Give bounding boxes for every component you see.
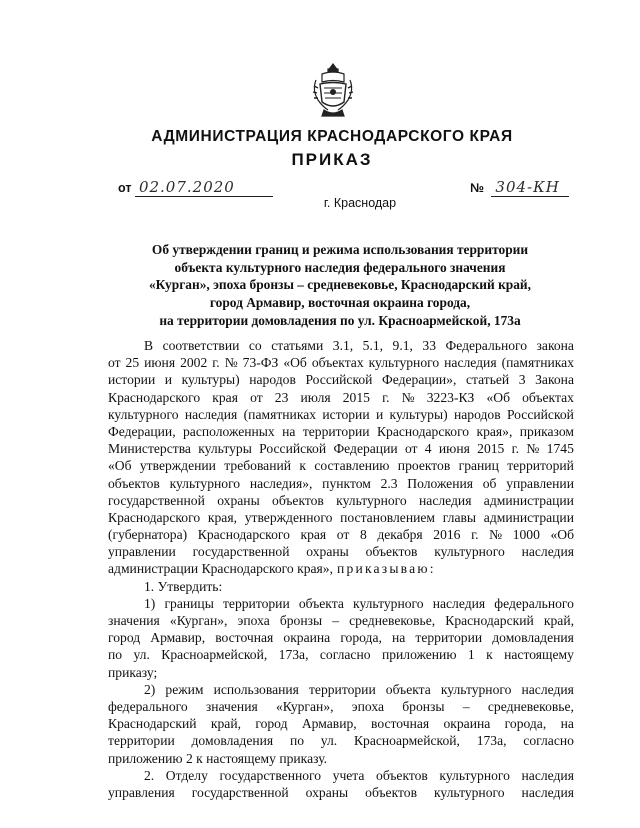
word: наследия xyxy=(521,767,574,783)
word: культурного xyxy=(353,595,424,611)
word: домовладения xyxy=(492,630,574,646)
title-line: «Курган», эпоха бронзы – средневековье, Краснодарский край, xyxy=(148,277,531,293)
word: – xyxy=(332,613,340,628)
text-line xyxy=(108,578,574,595)
word: Положения xyxy=(407,475,474,491)
text-line xyxy=(108,509,574,526)
word: управления xyxy=(108,784,175,800)
word: наследия», xyxy=(249,475,313,491)
word: края xyxy=(300,527,327,543)
word: культурного xyxy=(440,681,512,697)
word: 33 xyxy=(422,338,436,353)
word: наследия xyxy=(521,544,574,560)
word: 1) xyxy=(144,595,156,611)
word: культурного xyxy=(434,544,505,560)
text-line xyxy=(108,681,574,698)
word: согласно xyxy=(523,733,574,749)
word: значения xyxy=(205,698,258,714)
word: объектов xyxy=(365,544,418,560)
line-text: администрации Краснодарского края», xyxy=(108,561,333,577)
word: ул. xyxy=(320,733,338,749)
word: приказом xyxy=(519,423,574,439)
word: территории xyxy=(302,423,370,439)
word: использования xyxy=(213,681,299,697)
word: 2016 xyxy=(433,527,461,543)
word: объекта xyxy=(385,681,431,697)
word: Краснодарский xyxy=(108,716,197,732)
text-line xyxy=(108,389,574,406)
word: государственной xyxy=(192,544,290,560)
word: от xyxy=(404,441,418,457)
word: культурного xyxy=(434,784,505,800)
word: Краснодарского xyxy=(376,423,470,439)
word: (памятниках xyxy=(243,406,317,422)
text-line xyxy=(108,423,574,440)
date-line xyxy=(118,178,273,197)
text-line xyxy=(108,457,574,474)
word: Закона xyxy=(535,372,574,388)
word: объектов xyxy=(376,767,428,783)
word: от xyxy=(108,355,121,371)
text-line xyxy=(108,526,574,543)
word: июня xyxy=(144,355,176,371)
number-prefix: № xyxy=(470,181,484,195)
number-value: 304-КН xyxy=(491,178,569,197)
word: наследия xyxy=(184,406,238,422)
text-line xyxy=(108,715,574,732)
word: 25 xyxy=(125,355,140,371)
word: Краснодарского xyxy=(197,527,290,543)
word: 173а, xyxy=(476,733,507,749)
text-line xyxy=(108,371,574,388)
number-line xyxy=(470,178,569,197)
paragraph xyxy=(108,767,574,801)
word: край, xyxy=(543,613,574,628)
title-line: Об утверждении границ и режима использования территории xyxy=(151,242,529,257)
text-line xyxy=(108,698,574,715)
word: город xyxy=(255,716,288,732)
text-line xyxy=(108,475,574,492)
word: Красноармейской, xyxy=(353,733,460,749)
word: согласно xyxy=(319,647,371,663)
text-line xyxy=(108,337,574,354)
word: закона xyxy=(536,338,574,353)
word: города, xyxy=(340,630,382,646)
word: № xyxy=(401,389,415,405)
word: на xyxy=(282,423,296,439)
word: домовладения xyxy=(191,733,274,749)
word: культуры xyxy=(198,441,252,457)
word: 173а, xyxy=(278,647,309,663)
word: управлении xyxy=(108,544,176,560)
word: режим xyxy=(165,681,204,697)
word: главы xyxy=(442,509,477,525)
word: средневековье, xyxy=(349,613,436,628)
word: культуры) xyxy=(181,372,240,388)
text-line xyxy=(108,354,574,371)
word: охраны xyxy=(217,492,260,508)
word: 73-ФЗ xyxy=(242,355,279,371)
word: приложению xyxy=(381,647,457,663)
word: соответствии xyxy=(162,338,240,353)
word: города, xyxy=(504,716,547,732)
word: Российской xyxy=(305,372,373,388)
word: 2002 xyxy=(180,355,208,371)
word: 23 xyxy=(274,389,289,405)
word: охраны xyxy=(305,784,349,800)
word: В xyxy=(144,338,154,353)
word: значения xyxy=(108,613,160,628)
word: об xyxy=(482,475,497,491)
word: эпоха xyxy=(237,613,270,628)
text-line xyxy=(108,543,574,560)
word: «Об xyxy=(108,458,132,474)
word: Отделу xyxy=(165,767,208,783)
word: «Об xyxy=(486,389,510,405)
paragraph xyxy=(108,578,574,595)
word: наследия xyxy=(419,492,472,508)
word: объектов xyxy=(272,492,324,508)
word: 5.1, xyxy=(362,338,384,353)
paragraph xyxy=(108,337,574,578)
word: 2015 xyxy=(477,441,505,457)
word: Краснодарский xyxy=(445,613,534,628)
word: (памятниках xyxy=(501,355,574,371)
word: 4 xyxy=(424,441,432,457)
word: территории xyxy=(108,733,175,749)
word: (губернатора) xyxy=(108,527,188,543)
word: объектах xyxy=(522,389,574,405)
word: утверждении xyxy=(139,458,216,474)
word: окраина xyxy=(443,716,491,732)
word: 1745 xyxy=(546,441,574,457)
word: 8 xyxy=(359,527,367,543)
word: 3 xyxy=(518,372,526,388)
word: пунктом xyxy=(322,475,371,491)
word: охраны xyxy=(306,544,349,560)
word: Федерального xyxy=(445,338,528,353)
paragraph xyxy=(108,681,574,767)
word: расположенных xyxy=(183,423,275,439)
word: статьей xyxy=(465,372,510,388)
word: бронзы xyxy=(402,698,445,714)
word: администрации xyxy=(483,509,574,525)
word: – xyxy=(462,698,470,714)
word: культурного xyxy=(368,355,440,371)
word: федерального xyxy=(494,595,574,611)
word: культуры) xyxy=(389,406,448,422)
order-word: приказываю: xyxy=(337,561,436,577)
date-value: 02.07.2020 xyxy=(135,178,273,197)
word: наследия xyxy=(521,681,574,697)
word: народов xyxy=(453,406,501,422)
word: территории xyxy=(415,630,483,646)
title-line: на территории домовладения по ул. Красноармейской, 173а xyxy=(159,312,521,328)
word: июля xyxy=(300,389,331,405)
word: настоящему xyxy=(504,647,574,663)
text-line xyxy=(108,595,574,612)
word: Министерства xyxy=(108,441,191,457)
word: Федерации, xyxy=(108,423,176,439)
paragraph xyxy=(108,595,574,681)
word: государственной xyxy=(191,784,289,800)
word: к xyxy=(299,458,306,474)
word: администрации xyxy=(483,492,574,508)
word: г. xyxy=(471,527,479,543)
word: Российской xyxy=(506,406,574,422)
word: средневековье, xyxy=(487,698,574,714)
word: объекта xyxy=(298,595,344,611)
word: Российской xyxy=(259,441,327,457)
word: № xyxy=(224,355,238,371)
word: федерального xyxy=(108,698,188,714)
word: Армавир, xyxy=(150,630,206,646)
text-line xyxy=(108,750,574,767)
word: культурного xyxy=(108,406,179,422)
line-text: 1. Утвердить: xyxy=(144,578,223,594)
text-line xyxy=(108,767,574,784)
document-title xyxy=(110,241,570,330)
word: истории xyxy=(108,372,156,388)
word: утвержденного xyxy=(244,509,333,525)
text-line xyxy=(108,492,574,509)
document-body xyxy=(108,337,574,801)
word: г. xyxy=(511,441,520,457)
text-line xyxy=(108,560,574,577)
word: г. xyxy=(382,389,390,405)
title-line: объекта культурного наследия федерального значения xyxy=(174,259,506,275)
text-line xyxy=(108,732,574,749)
text-line xyxy=(108,664,574,681)
word: Красноармейской, xyxy=(161,647,268,663)
word: и xyxy=(164,372,173,388)
text-line xyxy=(108,440,574,457)
organization-title: АДМИНИСТРАЦИЯ КРАСНОДАРСКОГО КРАЯ xyxy=(151,128,513,145)
word: требований xyxy=(224,458,292,474)
word: 1000 xyxy=(512,527,540,543)
word: 2) xyxy=(144,681,156,697)
word: «Курган», xyxy=(169,613,228,628)
word: 3223-КЗ xyxy=(426,389,475,405)
word: Федерации», xyxy=(381,372,457,388)
word: г. xyxy=(212,355,220,371)
word: управлении xyxy=(506,475,574,491)
text-line xyxy=(108,406,574,423)
word: 2015 xyxy=(342,389,370,405)
word: № xyxy=(489,527,503,543)
word: ул. xyxy=(133,647,150,663)
word: «Об xyxy=(283,355,307,371)
word: наследия xyxy=(432,595,486,611)
word: статьями xyxy=(271,338,324,353)
word: территорий xyxy=(507,458,574,474)
line-text: приказу; xyxy=(108,664,158,680)
word: по xyxy=(289,733,305,749)
word: Краснодарского xyxy=(108,389,201,405)
word: культурного xyxy=(336,492,407,508)
word: 3.1, xyxy=(332,338,354,353)
word: «Курган», xyxy=(276,698,334,714)
text-line xyxy=(108,646,574,663)
word: Краснодарского xyxy=(108,509,201,525)
word: к xyxy=(486,647,493,663)
word: № xyxy=(526,441,540,457)
word: Федерации xyxy=(333,441,398,457)
word: край, xyxy=(210,716,241,732)
city: г. Краснодар xyxy=(323,196,397,210)
word: народов xyxy=(249,372,296,388)
word: эпоха xyxy=(351,698,384,714)
word: границ xyxy=(458,458,499,474)
word: 2. xyxy=(144,767,155,783)
word: июня xyxy=(438,441,470,457)
word: 1 xyxy=(467,647,475,663)
word: наследия xyxy=(521,784,574,800)
document-type: ПРИКАЗ xyxy=(291,150,373,169)
word: государственной xyxy=(108,492,205,508)
word: и xyxy=(375,406,384,422)
word: на xyxy=(560,716,574,732)
word: истории xyxy=(322,406,370,422)
word: Армавир, xyxy=(301,716,357,732)
word: проектов xyxy=(397,458,451,474)
title-line: город Армавир, восточная окраина города, xyxy=(209,295,471,311)
word: объектах xyxy=(311,355,364,371)
word: края xyxy=(212,389,238,405)
word: на xyxy=(392,630,406,646)
word: территории xyxy=(308,681,376,697)
word: окраина xyxy=(283,630,331,646)
word: учета xyxy=(332,767,365,783)
word: 9.1, xyxy=(392,338,413,353)
word: культурного xyxy=(169,475,241,491)
word: 2.3 xyxy=(380,475,398,491)
word: государственного xyxy=(219,767,322,783)
word: декабря xyxy=(377,527,423,543)
word: объектов xyxy=(365,784,417,800)
word: объектов xyxy=(108,475,160,491)
word: края, xyxy=(207,509,237,525)
coat-of-arms-icon xyxy=(310,62,356,120)
word: восточная xyxy=(215,630,274,646)
text-line xyxy=(108,784,574,801)
word: наследия xyxy=(444,355,497,371)
date-prefix: от xyxy=(118,181,132,195)
word: составлению xyxy=(314,458,390,474)
word: «Об xyxy=(550,527,574,543)
word: бронзы xyxy=(279,613,323,628)
word: город xyxy=(108,630,141,646)
word: края», xyxy=(476,423,513,439)
word: территории xyxy=(222,595,290,611)
text-line xyxy=(108,629,574,646)
word: от xyxy=(250,389,263,405)
word: по xyxy=(108,647,123,663)
text-line xyxy=(108,612,574,629)
word: постановлением xyxy=(340,509,436,525)
word: восточная xyxy=(371,716,430,732)
word: культурного xyxy=(439,767,510,783)
word: от xyxy=(336,527,350,543)
word: границы xyxy=(164,595,214,611)
word: со xyxy=(248,338,262,353)
line-text: приложению 2 к настоящему приказу. xyxy=(108,750,328,766)
